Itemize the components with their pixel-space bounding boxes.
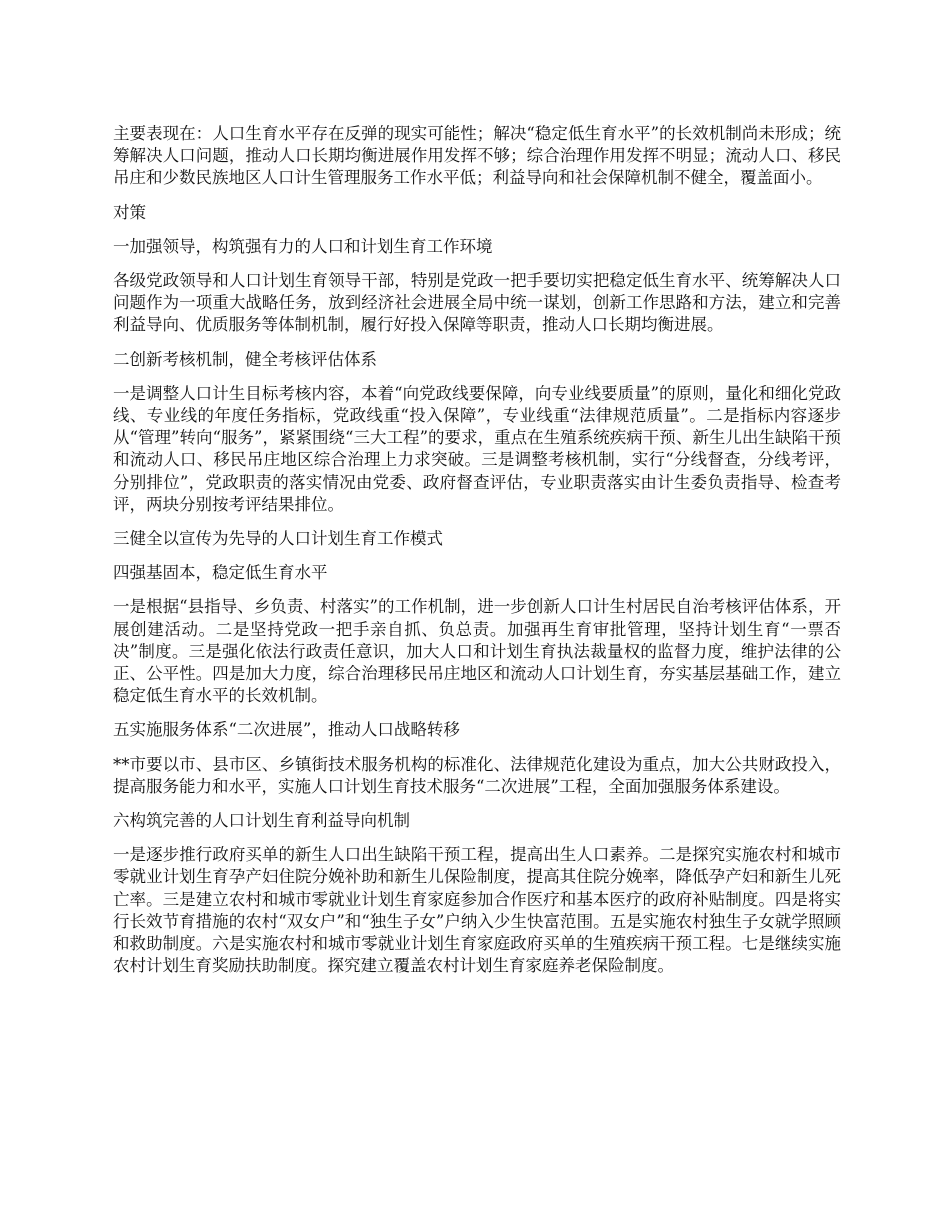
heading-countermeasures: 对策 — [113, 202, 146, 222]
paragraph-section-1: 各级党政领导和人口计划生育领导干部，特别是党政一把手要切实把稳定低生育水平、统筹解决人口问题作为一项重大战略任务，放到经济社会进展全局中统一谋划，创新工作思路和方法，建立和完善利益导向、优质服务等体制机制，履行好投入保障等职责，推动人口长期均衡进展。 — [113, 271, 841, 335]
heading-section-4: 四强基固本，稳定低生育水平 — [113, 563, 328, 583]
heading-section-6: 六构筑完善的人口计划生育利益导向机制 — [113, 811, 410, 831]
document-page — [113, 123, 841, 990]
heading-section-5: 五实施服务体系“二次进展”，推动人口战略转移 — [113, 720, 460, 740]
heading-section-3: 三健全以宣传为先导的人口计划生育工作模式 — [113, 529, 443, 549]
paragraph-section-2: 一是调整人口计生目标考核内容，本着“向党政线要保障，向专业线要质量”的原则，量化和细化党政线、专业线的年度任务指标，党政线重“投入保障”，专业线重“法律规范质量”。二是指标内容逐步从“管理”转向“服务”，紧紧围绕“三大工程”的要求，重点在生殖系统疾病干预、新生儿出生缺陷干预和流动人口、移民吊庄地区综合治理上力求突破。三是调整考核机制，实行“分线督查，分线考评，分别排位”，党政职责的落实情况由党委、政府督查评估，专业职责落实由计生委负责指导、检查考评，两块分别按考评结果排位。 — [113, 383, 841, 514]
heading-section-2: 二创新考核机制，健全考核评估体系 — [113, 349, 377, 369]
paragraph-section-4: 一是根据“县指导、乡负责、村落实”的工作机制，进一步创新人口计生村居民自治考核评估体系，开展创建活动。二是坚持党政一把手亲自抓、负总责。加强再生育审批管理，坚持计划生育“一票否决”制度。三是强化依法行政责任意识，加大人口和计划生育执法裁量权的监督力度，维护法律的公正、公平性。四是加大力度，综合治理移民吊庄地区和流动人口计划生育，夯实基层基础工作，建立稳定低生育水平的长效机制。 — [113, 597, 841, 706]
heading-section-1: 一加强领导，构筑强有力的人口和计划生育工作环境 — [113, 236, 493, 256]
paragraph-section-5: **市要以市、县市区、乡镇街技术服务机构的标准化、法律规范化建设为重点，加大公共财政投入，提高服务能力和水平，实施人口计划生育技术服务“二次进展”工程，全面加强服务体系建设。 — [113, 754, 841, 796]
paragraph-section-6: 一是逐步推行政府买单的新生人口出生缺陷干预工程，提高出生人口素养。二是探究实施农村和城市零就业计划生育孕产妇住院分娩补助和新生儿保险制度，提高其住院分娩率，降低孕产妇和新生儿死亡率。三是建立农村和城市零就业计划生育家庭参加合作医疗和基本医疗的政府补贴制度。四是将实行长效节育措施的农村“双女户”和“独生子女”户纳入少生快富范围。五是实施农村独生子女就学照顾和救助制度。六是实施农村和城市零就业计划生育家庭政府买单的生殖疾病干预工程。七是继续实施农村计划生育奖励扶助制度。探究建立覆盖农村计划生育家庭养老保险制度。 — [113, 845, 841, 976]
paragraph-main-issues: 主要表现在：人口生育水平存在反弹的现实可能性；解决“稳定低生育水平”的长效机制尚未形成；统筹解决人口问题，推动人口长期均衡进展作用发挥不够；综合治理作用发挥不明显；流动人口、移民吊庄和少数民族地区人口计生管理服务工作水平低；利益导向和社会保障机制不健全，覆盖面小。 — [113, 124, 841, 188]
